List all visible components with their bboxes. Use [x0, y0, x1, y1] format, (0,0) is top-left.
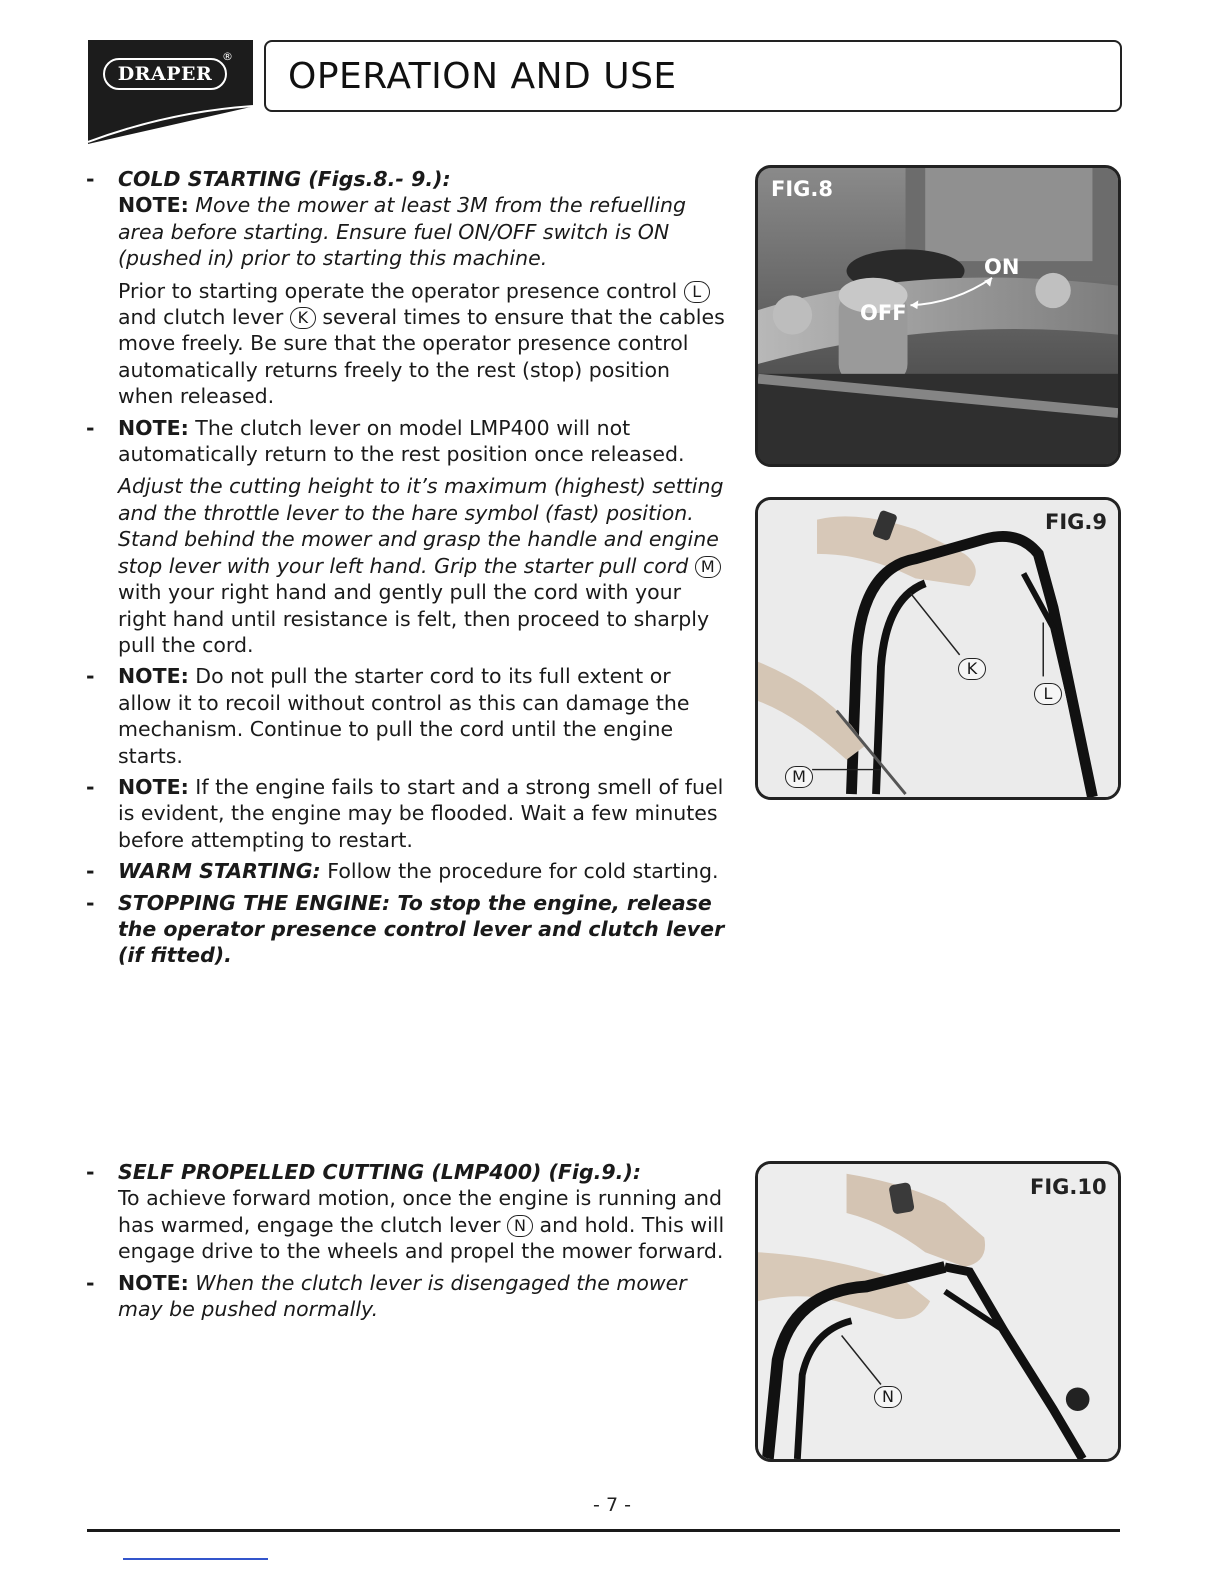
- stopping-engine-text: To stop the engine, release the operator presence control lever and clutch lever (if fitted).: [118, 890, 725, 968]
- bullet-dash: -: [86, 859, 95, 884]
- bullet-dash: -: [86, 167, 95, 191]
- note-text: Move the mower at least 3M from the refuelling area before starting. Ensure fuel ON/OFF switch is ON (pushed in) prior to starting this machine.: [118, 193, 687, 271]
- page-number: - 7 -: [593, 1494, 631, 1516]
- ref-callout-N: N: [507, 1215, 533, 1237]
- ref-callout-L: L: [684, 281, 710, 303]
- brand-logo: [103, 58, 227, 90]
- list-item: [86, 166, 726, 410]
- figure-10-clutch-lever: [755, 1161, 1121, 1462]
- warm-starting-label: WARM STARTING:: [118, 859, 321, 884]
- registered-mark: ®: [222, 50, 233, 63]
- logo-swoosh: [88, 104, 253, 144]
- figure-label: FIG.9: [1045, 510, 1107, 534]
- section-title-box: [264, 40, 1122, 112]
- paragraph-text: several times to ensure that the cables move freely. Be sure that the operator presence control automatically returns freely to the rest (stop) position when released.: [118, 305, 725, 409]
- note-label: NOTE:: [118, 774, 189, 799]
- bullet-dash: -: [86, 774, 95, 799]
- on-label: ON: [984, 255, 1020, 279]
- figure-8-fuel-switch: [755, 165, 1121, 467]
- ref-callout-M: M: [695, 556, 721, 578]
- list-item: [86, 890, 726, 969]
- ref-callout-K: K: [290, 307, 316, 329]
- callout-N: N: [874, 1386, 902, 1408]
- paragraph-text: and hold. This will engage drive to the wheels and propel the mower forward.: [118, 1212, 725, 1264]
- paragraph-text: Prior to starting operate the operator presence control: [118, 278, 684, 303]
- list-item: [86, 858, 726, 884]
- stopping-engine-label: STOPPING THE ENGINE:: [118, 890, 391, 915]
- note-label: NOTE:: [118, 1270, 189, 1295]
- list-item: [86, 1159, 726, 1265]
- note-text: The clutch lever on model LMP400 will not automatically return to the rest position once released.: [118, 415, 685, 467]
- paragraph-text: Adjust the cutting height to it’s maximum (highest) setting and the throttle lever to the hare symbol (fast) position. Stand behind the mower and grasp the handle and engine stop lever with your left hand. Grip the starter pull cord: [118, 474, 724, 578]
- bullet-dash: -: [86, 664, 95, 689]
- fuel-switch-photo: [758, 168, 1118, 464]
- list-item: [86, 774, 726, 853]
- note-text: If the engine fails to start and a strong smell of fuel is evident, the engine may be flooded. Wait a few minutes before attempting to restart.: [118, 774, 724, 852]
- note-text: When the clutch lever is disengaged the mower may be pushed normally.: [118, 1270, 687, 1322]
- cold-starting-heading: COLD STARTING (Figs.8.- 9.):: [118, 167, 451, 191]
- bullet-dash: -: [86, 1270, 95, 1295]
- list-item: [86, 415, 726, 659]
- figure-label: FIG.8: [771, 177, 833, 201]
- figure-9-starter-cord: [755, 497, 1121, 800]
- bullet-dash: -: [86, 1160, 95, 1184]
- starter-cord-photo: [758, 500, 1118, 797]
- footer-divider: [87, 1529, 1120, 1532]
- paragraph-text: Follow the procedure for cold starting.: [320, 859, 719, 884]
- paragraph-text: with your right hand and gently pull the cord with your right hand until resistance is felt, then proceed to sharply pull the cord.: [118, 580, 710, 657]
- callout-K: K: [958, 658, 986, 680]
- note-label: NOTE:: [118, 415, 189, 440]
- paragraph-text: To achieve forward motion, once the engine is running and has warmed, engage the clutch lever: [118, 1186, 723, 1237]
- page-title: OPERATION AND USE: [288, 55, 677, 97]
- paragraph-text: and clutch lever: [118, 305, 290, 330]
- self-propelled-heading: SELF PROPELLED CUTTING (LMP400) (Fig.9.):: [118, 1160, 642, 1184]
- instructions-column: [86, 166, 726, 969]
- footer-link-underline: [123, 1558, 268, 1560]
- clutch-lever-photo: [758, 1164, 1118, 1459]
- callout-M: M: [785, 766, 813, 788]
- brand-name: DRAPER: [117, 63, 213, 85]
- note-text: Do not pull the starter cord to its full extent or allow it to recoil without control as this can damage the mechanism. Continue to pull the cord until the engine starts.: [118, 664, 690, 768]
- callout-L: L: [1034, 683, 1062, 705]
- note-label: NOTE:: [118, 193, 189, 218]
- bullet-dash: -: [86, 890, 95, 915]
- list-item: [86, 1270, 726, 1323]
- bullet-dash: -: [86, 415, 95, 440]
- instructions-column-2: [86, 1159, 726, 1322]
- figure-label: FIG.10: [1030, 1175, 1107, 1199]
- off-label: OFF: [860, 301, 907, 325]
- note-label: NOTE:: [118, 664, 189, 689]
- list-item: [86, 663, 726, 769]
